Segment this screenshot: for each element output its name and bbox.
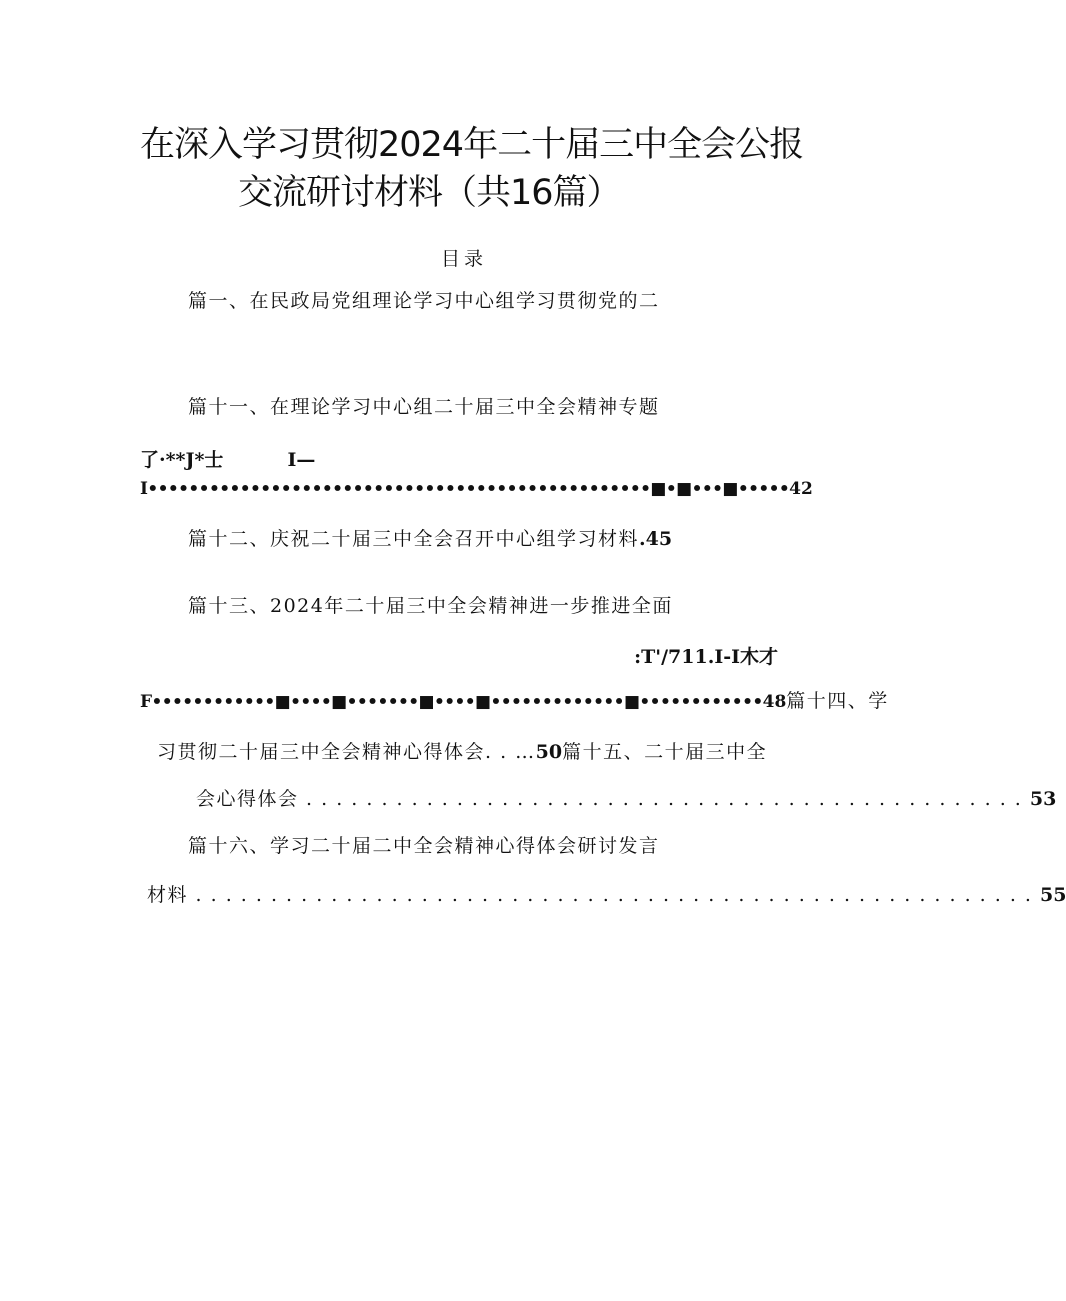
toc-entry-11[interactable]: 篇十一、在理论学习中心组二十届三中全会精神专题 bbox=[188, 396, 660, 418]
toc-entry-16-continued[interactable] bbox=[147, 886, 1066, 905]
toc-garbled-text-2: :T'/711.I-I木才 bbox=[634, 646, 778, 668]
page-number: .45 bbox=[639, 528, 673, 550]
leader-dots: . . . . . . . . . . . . . . . . . . . . . . . . . . . . . . . . . . . . . . . . . . . . . . . . bbox=[298, 788, 1023, 810]
entry-label: 篇十二、庆祝二十届三中全会召开中心组学习材料 bbox=[188, 528, 640, 550]
toc-heading: 目录 bbox=[441, 248, 488, 270]
toc-entry-14-start[interactable]: 篇十四、学 bbox=[786, 690, 889, 712]
toc-entry-16[interactable]: 篇十六、学习二十届二中全会精神心得体会研讨发言 bbox=[188, 835, 660, 857]
page-number: 48 bbox=[762, 692, 787, 712]
page-number: 53 bbox=[1029, 788, 1057, 810]
leader-dots: . . . . . . . . . . . . . . . . . . . . . . . . . . . . . . . . . . . . . . . . . . . . . . . . . . . . . . . . bbox=[188, 884, 1033, 906]
garbled-fragment-a: 了·**J* bbox=[140, 449, 205, 471]
toc-leader-row-1 bbox=[140, 481, 813, 498]
toc-entry-1[interactable]: 篇一、在民政局党组理论学习中心组学习贯彻党的二 bbox=[188, 290, 660, 312]
toc-garbled-text-1 bbox=[140, 451, 315, 470]
document-title-line1: 在深入学习贯彻2024年二十届三中全会公报 bbox=[140, 125, 804, 165]
toc-entry-15-continued[interactable] bbox=[196, 790, 1056, 809]
toc-leader-row-2 bbox=[140, 692, 889, 711]
toc-entry-14-continued[interactable] bbox=[157, 743, 767, 762]
garbled-fragment-b: 士 bbox=[204, 449, 224, 471]
leader-dots: F••••••••••••■••••■•••••••■••••■•••••••••••••■•••••••••••• bbox=[140, 692, 763, 712]
entry-label: 习贯彻二十届三中全会精神心得体会. . … bbox=[157, 741, 536, 763]
document-title-line2: 交流研讨材料（共16篇） bbox=[238, 173, 621, 213]
page-number: 55 bbox=[1040, 884, 1066, 906]
toc-entry-12[interactable] bbox=[188, 530, 672, 549]
entry-label: 材料 bbox=[147, 884, 189, 906]
leader-dots: I•••••••••••••••••••••••••••••••••••••••••••••••••■•■•••■••••• bbox=[140, 479, 790, 499]
garbled-fragment-c: I— bbox=[287, 449, 316, 471]
page-number: 50 bbox=[535, 741, 563, 763]
toc-entry-13[interactable]: 篇十三、2024年二十届三中全会精神进一步推进全面 bbox=[188, 595, 673, 617]
page-number: 42 bbox=[789, 479, 813, 499]
entry-label: 会心得体会 bbox=[196, 788, 299, 810]
toc-entry-15-start[interactable]: 篇十五、二十届三中全 bbox=[562, 741, 768, 763]
